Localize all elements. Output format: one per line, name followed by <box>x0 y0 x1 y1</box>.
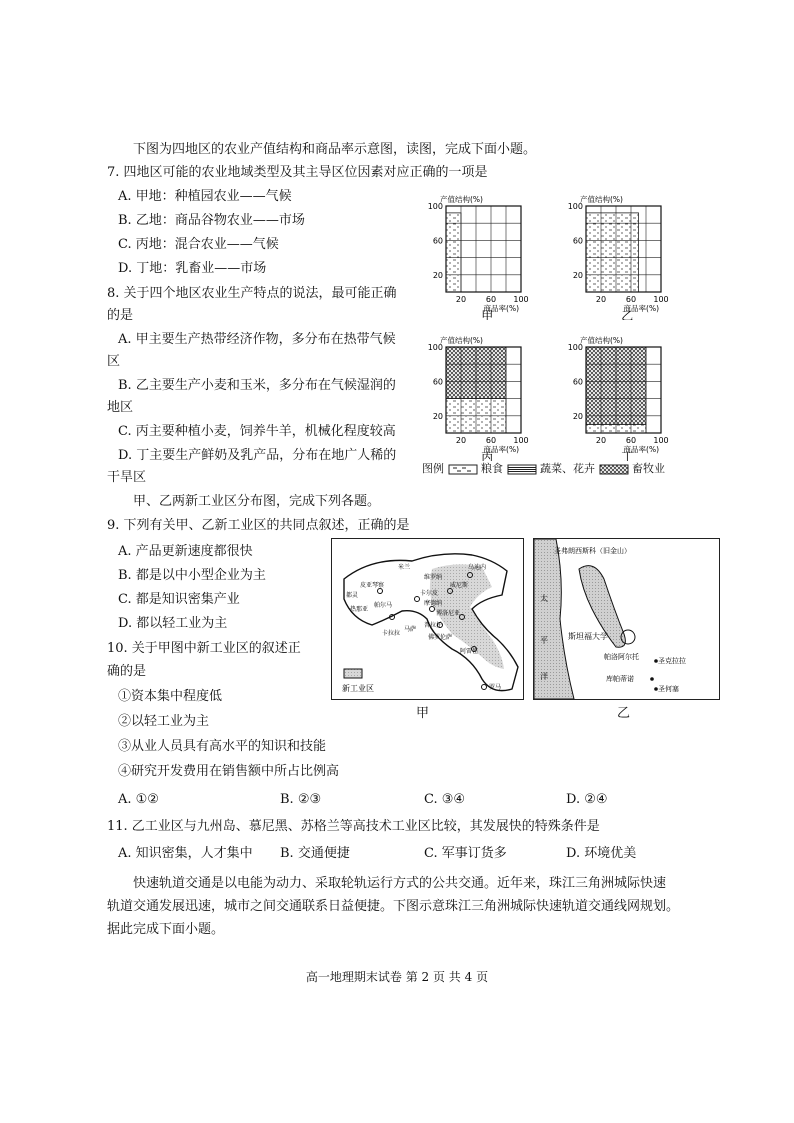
city-udine: 乌迪内 <box>468 564 487 571</box>
chart-svg <box>560 192 685 320</box>
q10-choice-c: C. ③④ <box>424 792 466 807</box>
city-piacenza: 皮亚琴察 <box>360 582 385 589</box>
q9-option-b: B. 都是以中小型企业为主 <box>118 568 266 583</box>
q10-item-4: ④研究开发费用在销售额中所占比例高 <box>118 764 340 779</box>
chart-name: 乙 <box>621 309 634 320</box>
q10-stem-cont: 确的是 <box>107 664 147 679</box>
city-florence: 佛罗伦萨 <box>428 634 453 641</box>
chart-svg <box>560 333 685 461</box>
map-yi-ocean-3: 洋 <box>540 672 548 681</box>
q9-option-d: D. 都以轻工业为主 <box>118 616 228 631</box>
y-tick-label: 100 <box>427 343 443 352</box>
city-milan: 米兰 <box>398 564 411 571</box>
q9-option-a: A. 产品更新速度都很快 <box>118 544 253 559</box>
intro-rail-line3: 据此完成下面小题。 <box>107 922 225 937</box>
q10-choice-d: D. ②④ <box>566 792 608 807</box>
map-yi-cupertino: 库帕蒂诺 <box>606 675 634 683</box>
q10-choice-b: B. ②③ <box>280 792 322 807</box>
q10-stem: 10. 关于甲图中新工业区的叙述正 <box>107 641 301 656</box>
intro-rail-line2: 轨道交通发展迅速，城市之间交通联系日益便捷。下图示意珠江三角洲城际快速轨道交通线网规划。 <box>107 899 680 914</box>
map-yi-sf: 圣弗朗西斯科（旧金山） <box>554 547 631 555</box>
x-tick-label: 60 <box>485 295 497 304</box>
city-prato: 普拉托 <box>424 622 443 629</box>
q8-option-d: D. 丁主要生产鲜奶及乳产品，分布在地广人稀的 <box>118 448 397 463</box>
legend-veg: 蔬菜、花卉 <box>540 462 595 475</box>
map-yi <box>533 538 720 700</box>
q7-option-b: B. 乙地：商品谷物农业——市场 <box>118 213 305 228</box>
legend-livestock: 畜牧业 <box>632 462 665 475</box>
legend-veg-swatch <box>507 464 537 475</box>
y-axis-label: 产值结构(%) <box>580 195 623 204</box>
q8-option-d-cont: 干旱区 <box>107 470 147 485</box>
y-tick-label: 100 <box>567 202 583 211</box>
city-bologna: 博洛尼亚 <box>436 610 461 617</box>
city-arezzo: 阿雷佐 <box>460 648 479 655</box>
q8-option-c: C. 丙主要种植小麦，饲养牛羊，机械化程度较高 <box>118 424 396 439</box>
page-footer: 高一地理期末试卷 第 2 页 共 4 页 <box>305 970 489 984</box>
y-tick-label: 60 <box>572 236 583 246</box>
map-yi-ocean-1: 太 <box>540 594 548 603</box>
x-tick-label: 60 <box>485 436 497 445</box>
q11-choice-b: B. 交通便捷 <box>280 846 350 861</box>
city-verona: 维罗纳 <box>424 574 443 581</box>
q11-choice-d: D. 环境优美 <box>566 846 637 861</box>
x-tick-label: 20 <box>595 295 607 304</box>
chart-ding <box>560 333 685 465</box>
map-jia-legend: 新工业区 <box>342 684 374 693</box>
q11-stem: 11. 乙工业区与九州岛、慕尼黑、苏格兰等高技术工业区比较，其发展快的特殊条件是 <box>107 819 600 834</box>
q7-option-d: D. 丁地：乳畜业——市场 <box>118 261 267 276</box>
city-massa: 马萨 <box>404 626 417 633</box>
q7-option-a: A. 甲地：种植园农业——气候 <box>118 189 292 204</box>
x-tick-label: 60 <box>625 436 637 445</box>
y-tick-label: 60 <box>432 377 443 387</box>
q10-item-3: ③从业人员具有高水平的知识和技能 <box>118 739 327 754</box>
x-tick-label: 100 <box>653 436 669 445</box>
y-axis-label: 产值结构(%) <box>440 195 483 204</box>
map-jia-svg <box>332 539 523 699</box>
map-yi-ocean-2: 平 <box>540 636 548 645</box>
map-yi-label: 乙 <box>617 706 631 721</box>
chart-svg <box>420 333 545 461</box>
city-rome: 罗马 <box>489 684 502 691</box>
q10-item-2: ②以轻工业为主 <box>118 714 210 729</box>
chart-name: 丙 <box>481 450 494 461</box>
q11-choice-a: A. 知识密集，人才集中 <box>118 846 253 861</box>
y-tick-label: 20 <box>432 411 443 421</box>
chart-legend <box>422 460 665 476</box>
q10-choice-a: A. ①② <box>118 792 159 807</box>
y-tick-label: 60 <box>432 236 443 246</box>
series-area-粮食 <box>586 213 639 292</box>
x-tick-label: 20 <box>455 295 467 304</box>
q7-stem: 7. 四地区可能的农业地域类型及其主导区位因素对应正确的一项是 <box>107 165 488 180</box>
x-axis-label: 商品率(%) <box>623 304 659 313</box>
map-yi-san-jose: 圣何塞 <box>658 685 679 693</box>
y-tick-label: 20 <box>572 270 583 280</box>
q10-item-1: ①资本集中程度低 <box>118 689 223 704</box>
y-tick-label: 20 <box>432 270 443 280</box>
q8-option-b: B. 乙主要生产小麦和玉米，多分布在气候湿润的 <box>118 378 396 393</box>
x-tick-label: 20 <box>595 436 607 445</box>
x-tick-label: 100 <box>653 295 669 304</box>
chart-yi <box>560 192 685 324</box>
q9-option-c: C. 都是知识密集产业 <box>118 592 240 607</box>
legend-zone-swatch <box>344 669 362 678</box>
map-yi-palo-alto: 帕洛阿尔托 <box>604 653 639 661</box>
intro-rail-line1: 快速轨道交通是以电能为动力、采取轮轨运行方式的公共交通。近年来，珠江三角洲城际快速 <box>133 876 667 891</box>
legend-title: 图例 <box>422 462 444 475</box>
map-yi-santa-clara: 圣克拉拉 <box>658 657 686 665</box>
q8-option-a-cont: 区 <box>107 354 121 369</box>
series-area-粮食 <box>446 213 461 292</box>
map-jia <box>331 538 524 700</box>
x-tick-label: 100 <box>513 295 529 304</box>
map-yi-svg <box>534 539 719 699</box>
city-venice: 威尼斯 <box>450 582 469 589</box>
chart-name: 甲 <box>481 309 494 320</box>
legend-grain: 粮食 <box>481 462 503 475</box>
y-tick-label: 20 <box>572 411 583 421</box>
chart-svg <box>420 192 545 320</box>
map-yi-stanford: 斯坦福大学 <box>568 632 608 641</box>
map-jia-label: 甲 <box>416 706 430 721</box>
y-axis-label: 产值结构(%) <box>440 336 483 345</box>
legend-grain-swatch <box>448 464 478 475</box>
city-carpi: 卡尔皮 <box>420 590 439 597</box>
chart-bing <box>420 333 545 465</box>
intro-agri: 下图为四地区的农业产值结构和商品率示意图，读图，完成下面小题。 <box>133 142 537 157</box>
q9-stem: 9. 下列有关甲、乙新工业区的共同点叙述，正确的是 <box>107 518 410 533</box>
city-genoa: 热那亚 <box>350 606 369 613</box>
y-tick-label: 100 <box>567 343 583 352</box>
x-axis-label: 商品率(%) <box>483 445 519 454</box>
chart-jia <box>420 192 545 324</box>
q8-option-b-cont: 地区 <box>107 400 134 415</box>
q8-stem-cont: 的是 <box>107 308 134 323</box>
city-carrara: 卡拉拉 <box>382 630 401 637</box>
x-tick-label: 100 <box>513 436 529 445</box>
chart-name: 丁 <box>621 450 634 461</box>
x-axis-label: 商品率(%) <box>623 445 659 454</box>
y-tick-label: 60 <box>572 377 583 387</box>
x-axis-label: 商品率(%) <box>483 304 519 313</box>
intro-industry: 甲、乙两新工业区分布图，完成下列各题。 <box>133 494 381 509</box>
y-axis-label: 产值结构(%) <box>580 336 623 345</box>
x-tick-label: 60 <box>625 295 637 304</box>
q11-choice-c: C. 军事订货多 <box>424 846 507 861</box>
q8-option-a: A. 甲主要生产热带经济作物，多分布在热带气候 <box>118 332 396 347</box>
q8-stem: 8. 关于四个地区农业生产特点的说法，最可能正确 <box>107 286 397 301</box>
y-tick-label: 100 <box>427 202 443 211</box>
q7-option-c: C. 丙地：混合农业——气候 <box>118 237 279 252</box>
city-modena: 摩德纳 <box>424 600 443 607</box>
legend-livestock-swatch <box>599 464 629 475</box>
city-parma: 帕尔马 <box>374 602 393 609</box>
city-turin: 都灵 <box>346 592 359 599</box>
x-tick-label: 20 <box>455 436 467 445</box>
